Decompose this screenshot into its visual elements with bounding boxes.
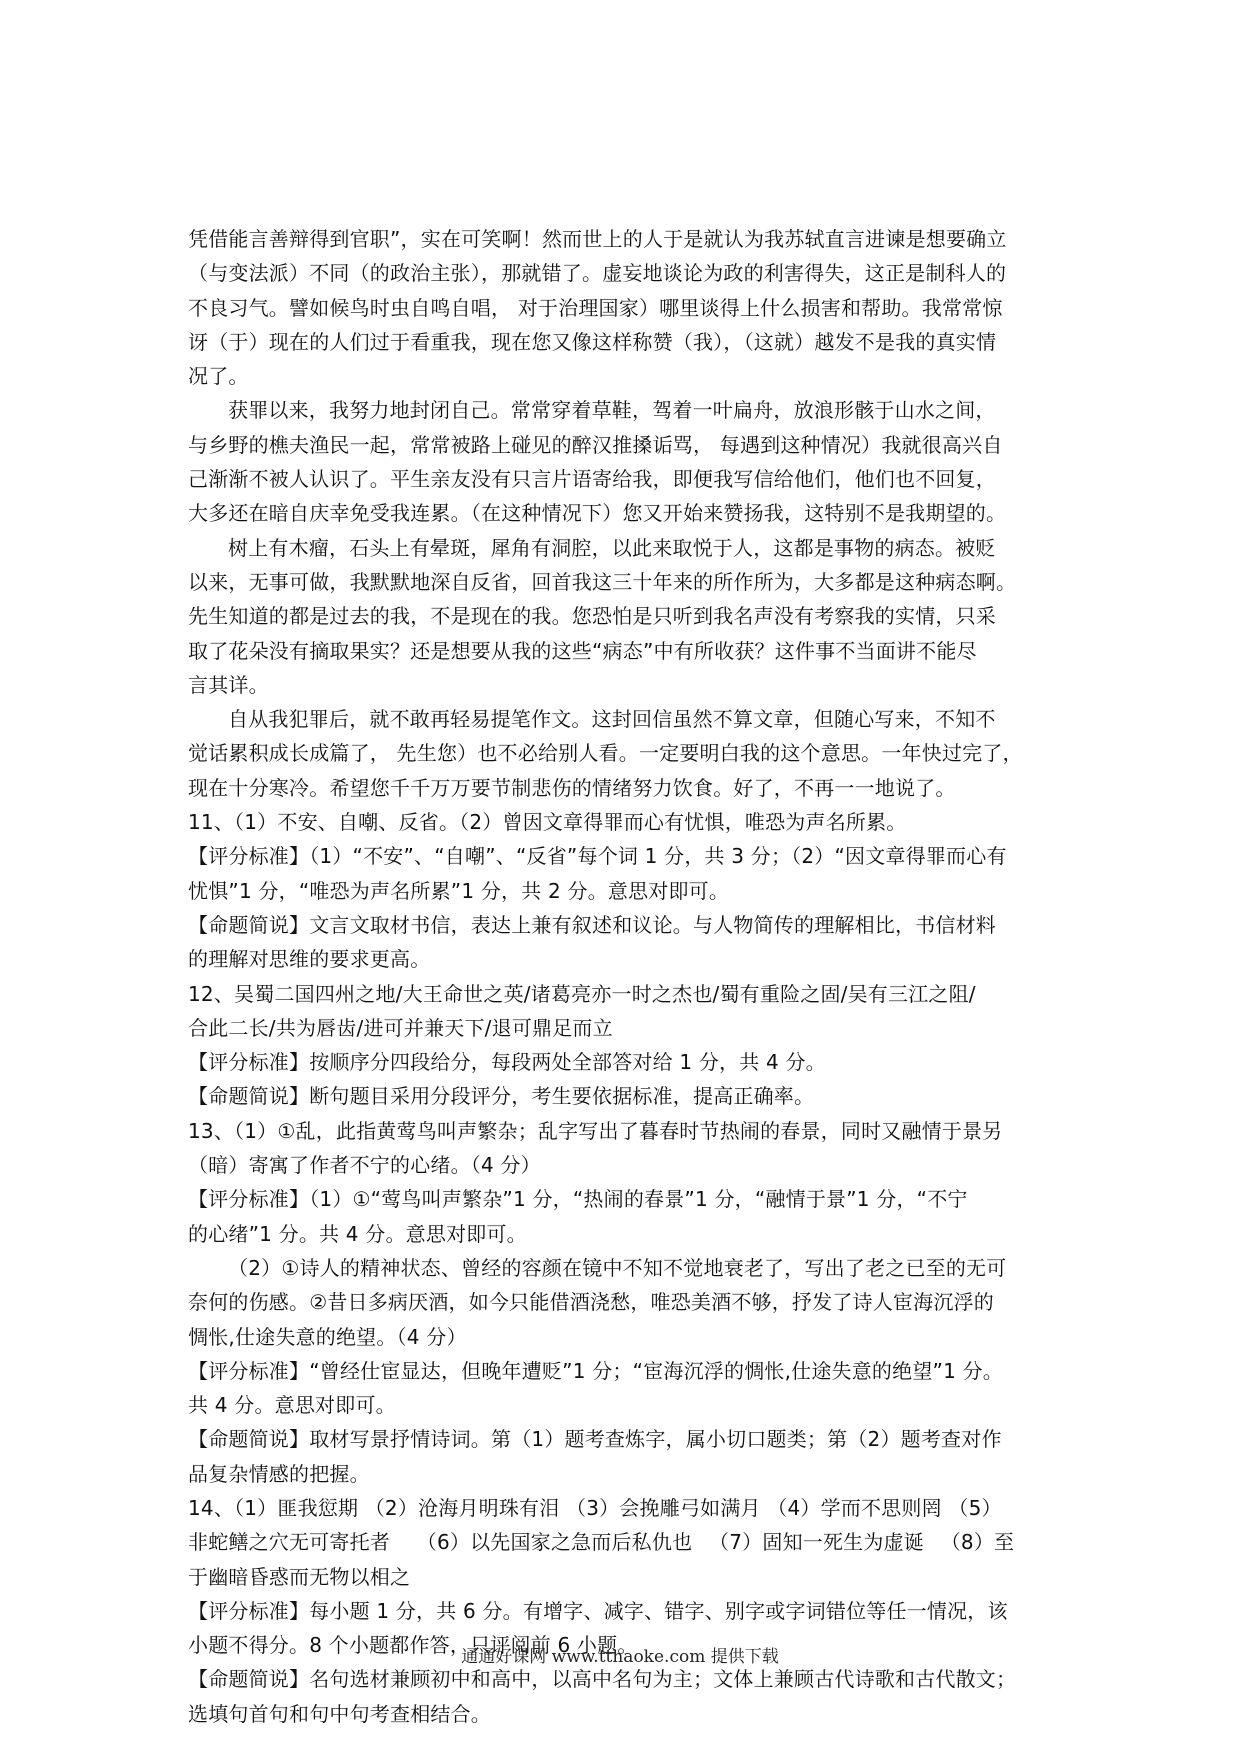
- text-line: 与乡野的樵夫渔民一起，常常被路上碰见的醉汉推搡诟骂， 每遇到这种情况）我就很高兴自: [188, 432, 1003, 457]
- text-line: 【命题简说】取材写景抒情诗词。第（1）题考查炼字，属小切口题类；第（2）题考查对作: [188, 1427, 1002, 1452]
- text-line: 小题不得分。8 个小题都作答，只评阅前 6 小题。: [188, 1633, 638, 1658]
- text-line: 11、（1）不安、自嘲、反省。（2）曾因文章得罪而心有忧惧，唯恐为声名所累。: [188, 810, 907, 835]
- text-line: 以来，无事可做，我默默地深自反省，回首我这三十年来的所作所为，大多都是这种病态啊。: [188, 569, 1017, 594]
- text-line: 于幽暗昏惑而无物以相之: [188, 1564, 411, 1589]
- text-line: 选填句首句和句中句考查相结合。: [188, 1701, 491, 1726]
- text-line: 取了花朵没有摘取果实？还是想要从我的这些“病态”中有所收获？这件事不当面讲不能尽: [188, 638, 977, 663]
- text-line: 【命题简说】文言文取材书信，表达上兼有叙述和议论。与人物简传的理解相比，书信材料: [188, 912, 996, 937]
- answer-text-body: [188, 222, 1148, 1731]
- text-line: 奈何的伤感。②昔日多病厌酒，如今只能借酒浇愁，唯恐美酒不够，抒发了诗人宦海沉浮的: [188, 1290, 994, 1315]
- text-line: 非蛇鳝之穴无可寄托者 （6）以先国家之急而后私仇也 （7）固知一死生为虚诞 （8）至: [188, 1530, 1015, 1555]
- text-line: 惆怅,仕途失意的绝望。（4 分）: [188, 1324, 467, 1349]
- text-line: 13、（1）①乱，此指黄莺鸟叫声繁杂；乱字写出了暮春时节热闹的春景，同时又融情于景另: [188, 1118, 1003, 1143]
- text-line: 获罪以来，我努力地封闭自己。常常穿着草鞋，驾着一叶扁舟，放浪形骸于山水之间，: [228, 398, 996, 423]
- text-line: 【评分标准】（1）①“莺鸟叫声繁杂”1 分，“热闹的春景”1 分，“融情于景”1 分，“不宁: [188, 1187, 968, 1212]
- text-line: 的理解对思维的要求更高。: [188, 947, 431, 972]
- text-line: 【评分标准】“曾经仕宦显达，但晚年遭贬”1 分；“宦海沉浮的惆怅,仕途失意的绝望”1 分。: [188, 1358, 1003, 1383]
- text-line: 觉话累积成长成篇了， 先生您）也不必给别人看。一定要明白我的这个意思。一年快过完了，: [188, 741, 1023, 766]
- text-line: 大多还在暗自庆幸免受我连累。（在这种情况下）您又开始来赞扬我，这特别不是我期望的。: [188, 501, 1007, 526]
- text-line: 共 4 分。意思对即可。: [188, 1393, 396, 1418]
- text-line: 【评分标准】按顺序分四段给分，每段两处全部答对给 1 分，共 4 分。: [188, 1050, 826, 1075]
- text-line: 【评分标准】（1）“不安”、“自嘲”、“反省”每个词 1 分，共 3 分；（2）“因文章得罪而心有: [188, 844, 1007, 869]
- text-line: 的心绪”1 分。共 4 分。意思对即可。: [188, 1221, 527, 1246]
- text-line: 合此二长/共为唇齿/进可并兼天下/退可鼎足而立: [188, 1015, 613, 1040]
- text-line: 自从我犯罪后，就不敢再轻易提笔作文。这封回信虽然不算文章，但随心写来，不知不: [228, 707, 996, 732]
- text-line: 己渐渐不被人认识了。平生亲友没有只言片语寄给我，即便我写信给他们，他们也不回复，: [188, 467, 996, 492]
- text-line: （2）①诗人的精神状态、曾经的容颜在镜中不知不觉地衰老了，写出了老之已至的无可: [228, 1255, 1007, 1280]
- text-line: 树上有木瘤，石头上有晕斑，犀角有洞腔，以此来取悦于人，这都是事物的病态。被贬: [228, 535, 996, 560]
- text-line: 不良习气。譬如候鸟时虫自鸣自唱， 对于治理国家）哪里谈得上什么损害和帮助。我常常惊: [188, 295, 1003, 320]
- text-line: 先生知道的都是过去的我，不是现在的我。您恐怕是只听到我名声没有考察我的实情，只采: [188, 604, 996, 629]
- text-line: 凭借能言善辩得到官职”，实在可笑啊！然而世上的人于是就认为我苏轼直言进谏是想要确立: [188, 227, 1007, 251]
- text-line: 现在十分寒冷。希望您千千万万要节制悲伤的情绪努力饮食。好了，不再一一地说了。: [188, 775, 956, 800]
- text-line: 【评分标准】每小题 1 分，共 6 分。有增字、减字、错字、别字或字词错位等任一情况，该: [188, 1598, 1008, 1623]
- text-line: 讶（于）现在的人们过于看重我，现在您又像这样称赞（我），（这就）越发不是我的真实情: [188, 329, 997, 354]
- page-footer: 通通好课网 www.tthaoke.com 提供下载: [461, 1647, 779, 1667]
- text-line: （与变法派）不同（的政治主张），那就错了。虚妄地谈论为政的利害得失，这正是制科人的: [188, 261, 1007, 286]
- text-line: 【命题简说】断句题目采用分段评分，考生要依据标准，提高正确率。: [188, 1084, 815, 1109]
- text-line: 言其详。: [188, 672, 269, 697]
- text-line: 品复杂情感的把握。: [188, 1461, 370, 1486]
- text-line: 忧惧”1 分，“唯恐为声名所累”1 分，共 2 分。意思对即可。: [188, 878, 730, 903]
- text-line: 14、（1）匪我愆期 （2）沧海月明珠有泪 （3）会挽雕弓如满月 （4）学而不思则罔 （5）: [188, 1495, 1002, 1520]
- text-line: 况了。: [188, 364, 249, 389]
- text-line: 12、吴蜀二国四州之地/大王命世之英/诸葛亮亦一时之杰也/蜀有重险之固/吴有三江之阻/: [188, 981, 976, 1006]
- text-line: 【命题简说】名句选材兼顾初中和高中，以高中名句为主；文体上兼顾古代诗歌和古代散文；: [188, 1667, 1017, 1692]
- text-line: （暗）寄寓了作者不宁的心绪。（4 分）: [188, 1153, 541, 1178]
